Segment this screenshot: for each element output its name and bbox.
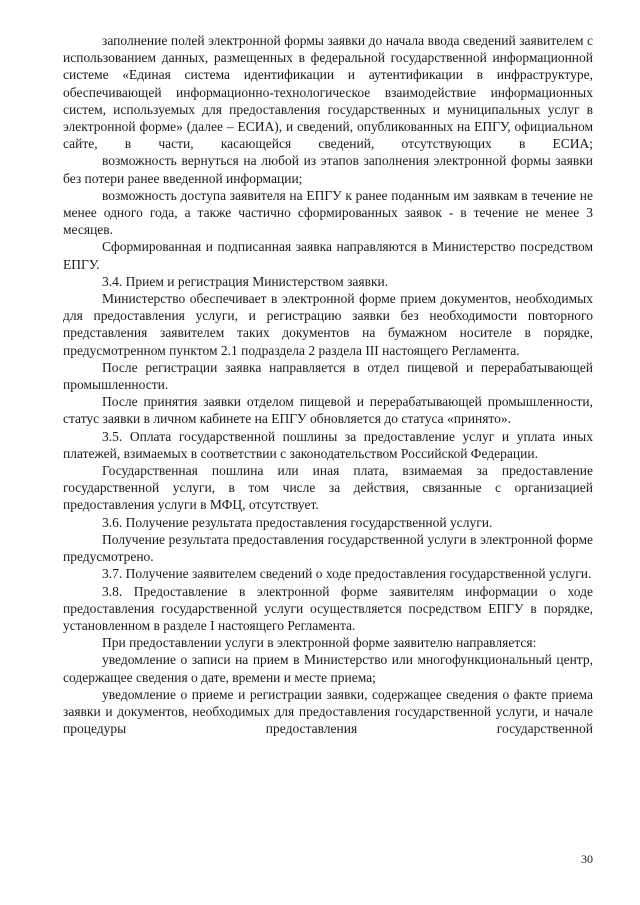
section-heading: 3.5. Оплата государственной пошлины за предоставление услуг и уплата иных платежей, взимаемых в соответствии с законодательством Российской Федерации. bbox=[63, 428, 593, 461]
paragraph: После принятия заявки отделом пищевой и перерабатывающей промышленности, статус заявки в личном кабинете на ЕПГУ обновляется до статуса «принято». bbox=[63, 394, 593, 427]
paragraph: При предоставлении услуги в электронной форме заявителю направляется: bbox=[102, 635, 537, 651]
document-body bbox=[63, 32, 593, 737]
section-heading: 3.7. Получение заявителем сведений о ходе предоставления государственной услуги. bbox=[102, 566, 592, 582]
paragraph: Министерство обеспечивает в электронной форме прием документов, необходимых для предоставления услуги, и регистрацию заявки без необходимости повторного представления заявителем таких документов на бумажном носителе в порядке, предусмотренном пунктом 2.1 подраздела 2 раздела III настоящего Регламента. bbox=[63, 291, 593, 358]
section-heading: 3.4. Прием и регистрация Министерством заявки. bbox=[102, 273, 389, 289]
paragraph: Сформированная и подписанная заявка направляются в Министерство посредством ЕПГУ. bbox=[63, 239, 593, 272]
section-heading: 3.8. Предоставление в электронной форме заявителям информации о ходе предоставления государственной услуги осуществляется посредством ЕПГУ в порядке, установленном в разделе I настоящего Регламента. bbox=[63, 583, 593, 633]
page-number: 30 bbox=[581, 852, 593, 866]
paragraph: Получение результата предоставления государственной услуги в электронной форме предусмотрено. bbox=[63, 531, 593, 565]
paragraph: уведомление о записи на прием в Министерство или многофункциональный центр, содержащее сведения о дате, времени и месте приема; bbox=[63, 652, 593, 685]
paragraph: возможность вернуться на любой из этапов заполнения электронной формы заявки без потери ранее введенной информации; bbox=[63, 153, 593, 186]
paragraph: Государственная пошлина или иная плата, взимаемая за предоставление государственной услуги, в том числе за действия, связанные с организацией предоставления услуги в МФЦ, отсутствует. bbox=[63, 463, 593, 513]
paragraph: После регистрации заявка направляется в отдел пищевой и перерабатывающей промышленности. bbox=[63, 359, 593, 393]
paragraph: уведомление о приеме и регистрации заявки, содержащее сведения о факте приема заявки и документов, необходимых для предоставления государственной услуги, и начале процедуры предоставления государственной bbox=[63, 686, 593, 737]
section-heading: 3.6. Получение результата предоставления государственной услуги. bbox=[102, 514, 493, 530]
paragraph: заполнение полей электронной формы заявки до начала ввода сведений заявителем с использованием данных, размещенных в федеральной государственной информационной системе «Единая система идентификации и аутентификации в инфраструктуре, обеспечивающей информационно-технологическое взаимодействие информационных систем, используемых для предоставления государственных и муниципальных услуг в электронной форме» (далее – ЕСИА), и сведений, опубликованных на ЕПГУ, официальном сайте, в части, касающейся сведений, отсутствующих в ЕСИА; bbox=[63, 33, 593, 152]
paragraph: возможность доступа заявителя на ЕПГУ к ранее поданным им заявкам в течение не менее одного года, а также частично сформированных заявок - в течение не менее 3 месяцев. bbox=[63, 187, 593, 238]
